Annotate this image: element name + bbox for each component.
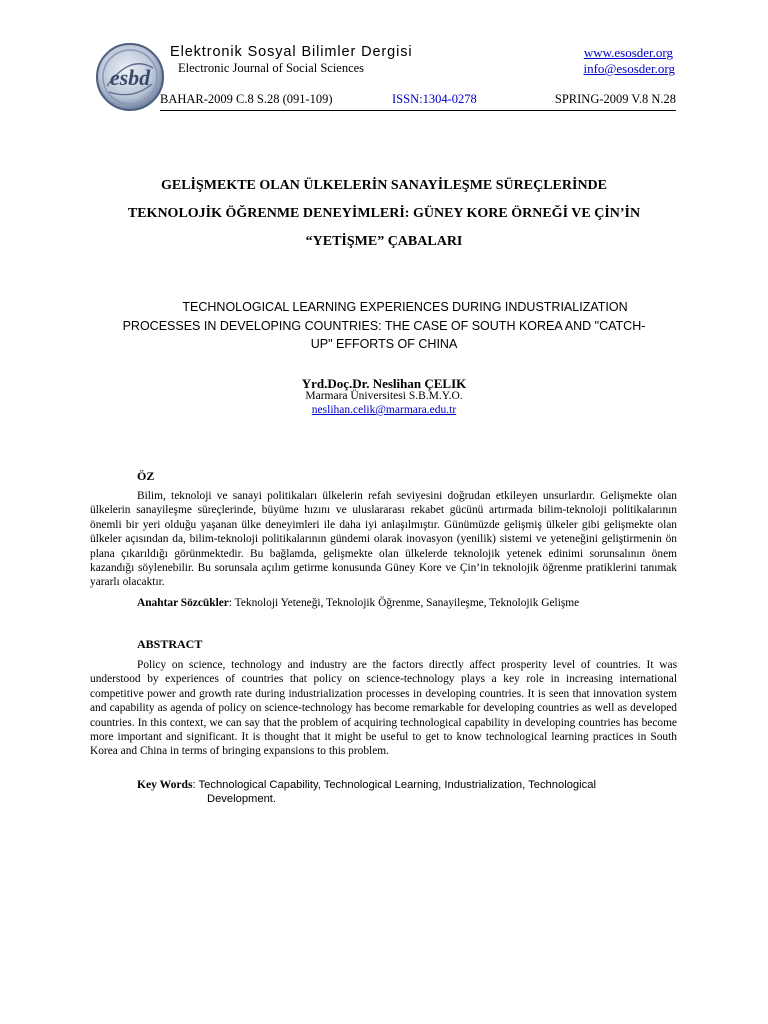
oz-keywords-label: Anahtar Sözcükler <box>137 597 229 609</box>
journal-email-link[interactable]: info@esosder.org <box>583 61 675 76</box>
title-tr-line-3: “YETİŞME” ÇABALARI <box>305 234 463 249</box>
title-en-line-1: TECHNOLOGICAL LEARNING EXPERIENCES DURING INDUSTRIALIZATION <box>182 300 628 314</box>
journal-title-english: Electronic Journal of Social Sciences <box>178 61 365 75</box>
journal-website-link[interactable]: www.esosder.org <box>583 45 673 60</box>
title-en-line-3: UP" EFFORTS OF CHINA <box>310 337 458 351</box>
logo-lettering: esbd <box>109 65 151 90</box>
issue-english: SPRING-2009 V.8 N.28 <box>554 92 676 106</box>
title-tr-line-1: GELİŞMEKTE OLAN ÜLKELERİN SANAYİLEŞME SÜREÇLERİNDE <box>160 178 608 193</box>
issue-turkish: BAHAR-2009 C.8 S.28 (091-109) <box>160 92 333 106</box>
oz-keywords-text: : Teknoloji Yeteneği, Teknolojik Öğrenme, Sanayileşme, Teknolojik Gelişme <box>228 597 580 609</box>
article-title-english <box>90 298 678 354</box>
author-affiliation: Marmara Üniversitesi S.B.M.Y.O. <box>305 390 463 402</box>
issn: ISSN:1304-0278 <box>392 92 477 106</box>
author-email-container <box>90 404 678 416</box>
title-tr-line-2: TEKNOLOJİK ÖĞRENME DENEYİMLERİ: GÜNEY KORE ÖRNEĞİ VE ÇİN’İN <box>127 206 641 221</box>
journal-title-turkish: Elektronik Sosyal Bilimler Dergisi <box>170 44 413 60</box>
issue-info-bar <box>160 92 676 111</box>
journal-logo <box>95 42 165 112</box>
abstract-keywords-line-1: : Technological Capability, Technological Learning, Industrialization, Technological <box>192 779 596 791</box>
abstract-heading: ABSTRACT <box>137 637 203 651</box>
abstract-keywords <box>137 778 677 807</box>
author-name: Yrd.Doç.Dr. Neslihan ÇELIK <box>301 376 467 391</box>
abstract-keywords-label: Key Words <box>137 778 193 791</box>
title-en-line-2: PROCESSES IN DEVELOPING COUNTRIES: THE CASE OF SOUTH KOREA AND "CATCH- <box>122 318 646 333</box>
abstract-body: Policy on science, technology and industry are the factors directly affect prosperity level of countries. It was understood by experiences of countries that policy on science-technology plays a key role in increasing international competitive power and growth rate during industrialization processes in developing countries. It is seen that innovation system and capability as agenda of policy on science-technology has become remarkable for developing countries as well as developed countries. In this context, we can say that the problem of acquiring technological capability in developing countries has become more important and significant. It is thought that it might be useful to get to know technological learning practices in South Korea and China in terms of bringing expansions to this problem. <box>90 659 677 758</box>
abstract-keywords-line-2: Development. <box>207 793 277 806</box>
article-title-turkish <box>90 172 678 256</box>
oz-heading: ÖZ <box>137 469 155 483</box>
author-email-link[interactable]: neslihan.celik@marmara.edu.tr <box>311 404 457 416</box>
oz-keywords <box>137 596 677 610</box>
oz-body: Bilim, teknoloji ve sanayi politikaları ülkelerin refah seviyesini doğrudan etkileyen unsurlardır. Gelişmekte olan ülkelerin sanayileşme süreçlerinde, büyüme hızını ve uluslararası rekabet gücünü artırmada bilim-teknoloji politikalarının önemli bir yeri olduğu yaşanan ülke deneyimleri ile daha iyi anlaşılmıştır. Günümüzde gelişmiş ülkeler gibi gelişmekte olan ülkeler açısından da, bilim-teknoloji politikalarının gündemi olarak inovasyon (yenilik) sistemi ve yeteneğini geliştirmenin ön plana çıkarıldığı görünmektedir. Bu bağlamda, gelişmekte olan ülkelerde teknolojik yetenek edinimi sorunsalının önem kazandığı söylenebilir. Bu sorunsala açılım getirme konusunda Güney Kore ve Çin’in teknolojik öğrenme pratiklerini tanımak yararlı olacaktır. <box>90 490 677 589</box>
